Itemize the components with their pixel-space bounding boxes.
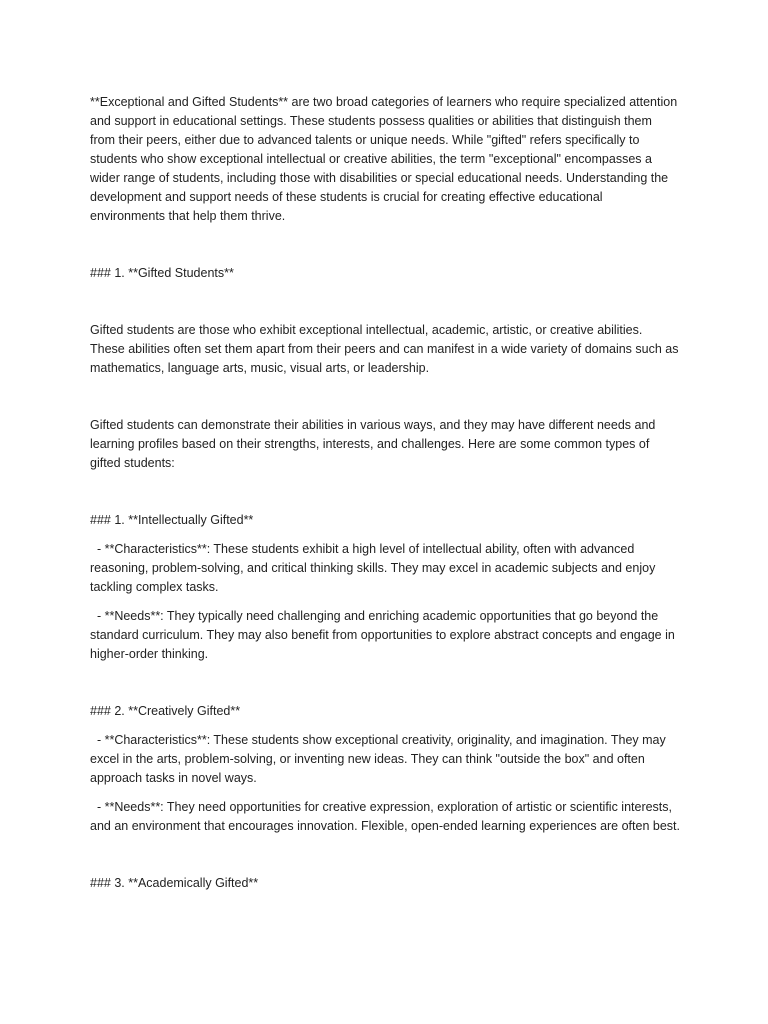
gifted-types-intro-paragraph: Gifted students can demonstrate their abilities in various ways, and they may have different needs and learning profiles based on their strengths, interests, and challenges. Here are some common types of gifted students: [90, 418, 656, 470]
gifted-definition-paragraph: Gifted students are those who exhibit exceptional intellectual, academic, artistic, or creative abilities. These abilities often set them apart from their peers and can manifest in a wide variety of domains such as mathematics, language arts, music, visual arts, or leadership. [90, 323, 679, 375]
intro-paragraph: **Exceptional and Gifted Students** are two broad categories of learners who require specialized attention and support in educational settings. These students possess qualities or abilities that distinguish them from their peers, either due to advanced talents or unique needs. While "gifted" refers specifically to students who show exceptional intellectual or creative abilities, the term "exceptional" encompasses a wider range of students, including those with disabilities or special educational needs. Understanding the development and support needs of these students is crucial for creating effective educational environments that help them thrive. [90, 95, 678, 223]
creatively-gifted-needs: - **Needs**: They need opportunities for creative expression, exploration of artistic or scientific interests, and an environment that encourages innovation. Flexible, open-ended learning experiences are often best. [90, 800, 680, 833]
section-heading-gifted-students: ### 1. **Gifted Students** [90, 266, 234, 280]
intellectually-gifted-needs: - **Needs**: They typically need challenging and enriching academic opportunities that go beyond the standard curriculum. They may also benefit from opportunities to explore abstract concepts and engage in higher-order thinking. [90, 609, 679, 661]
document-page [90, 93, 680, 903]
type-heading-intellectually-gifted: ### 1. **Intellectually Gifted** [90, 513, 254, 527]
creatively-gifted-characteristics: - **Characteristics**: These students show exceptional creativity, originality, and imagination. They may excel in the arts, problem-solving, or inventing new ideas. They can think "outside the box" and often approach tasks in novel ways. [90, 733, 670, 785]
type-heading-academically-gifted: ### 3. **Academically Gifted** [90, 876, 259, 890]
intellectually-gifted-characteristics: - **Characteristics**: These students exhibit a high level of intellectual ability, often with advanced reasoning, problem-solving, and critical thinking skills. They may excel in academic subjects and enjoy tackling complex tasks. [90, 542, 659, 594]
type-heading-creatively-gifted: ### 2. **Creatively Gifted** [90, 704, 241, 718]
